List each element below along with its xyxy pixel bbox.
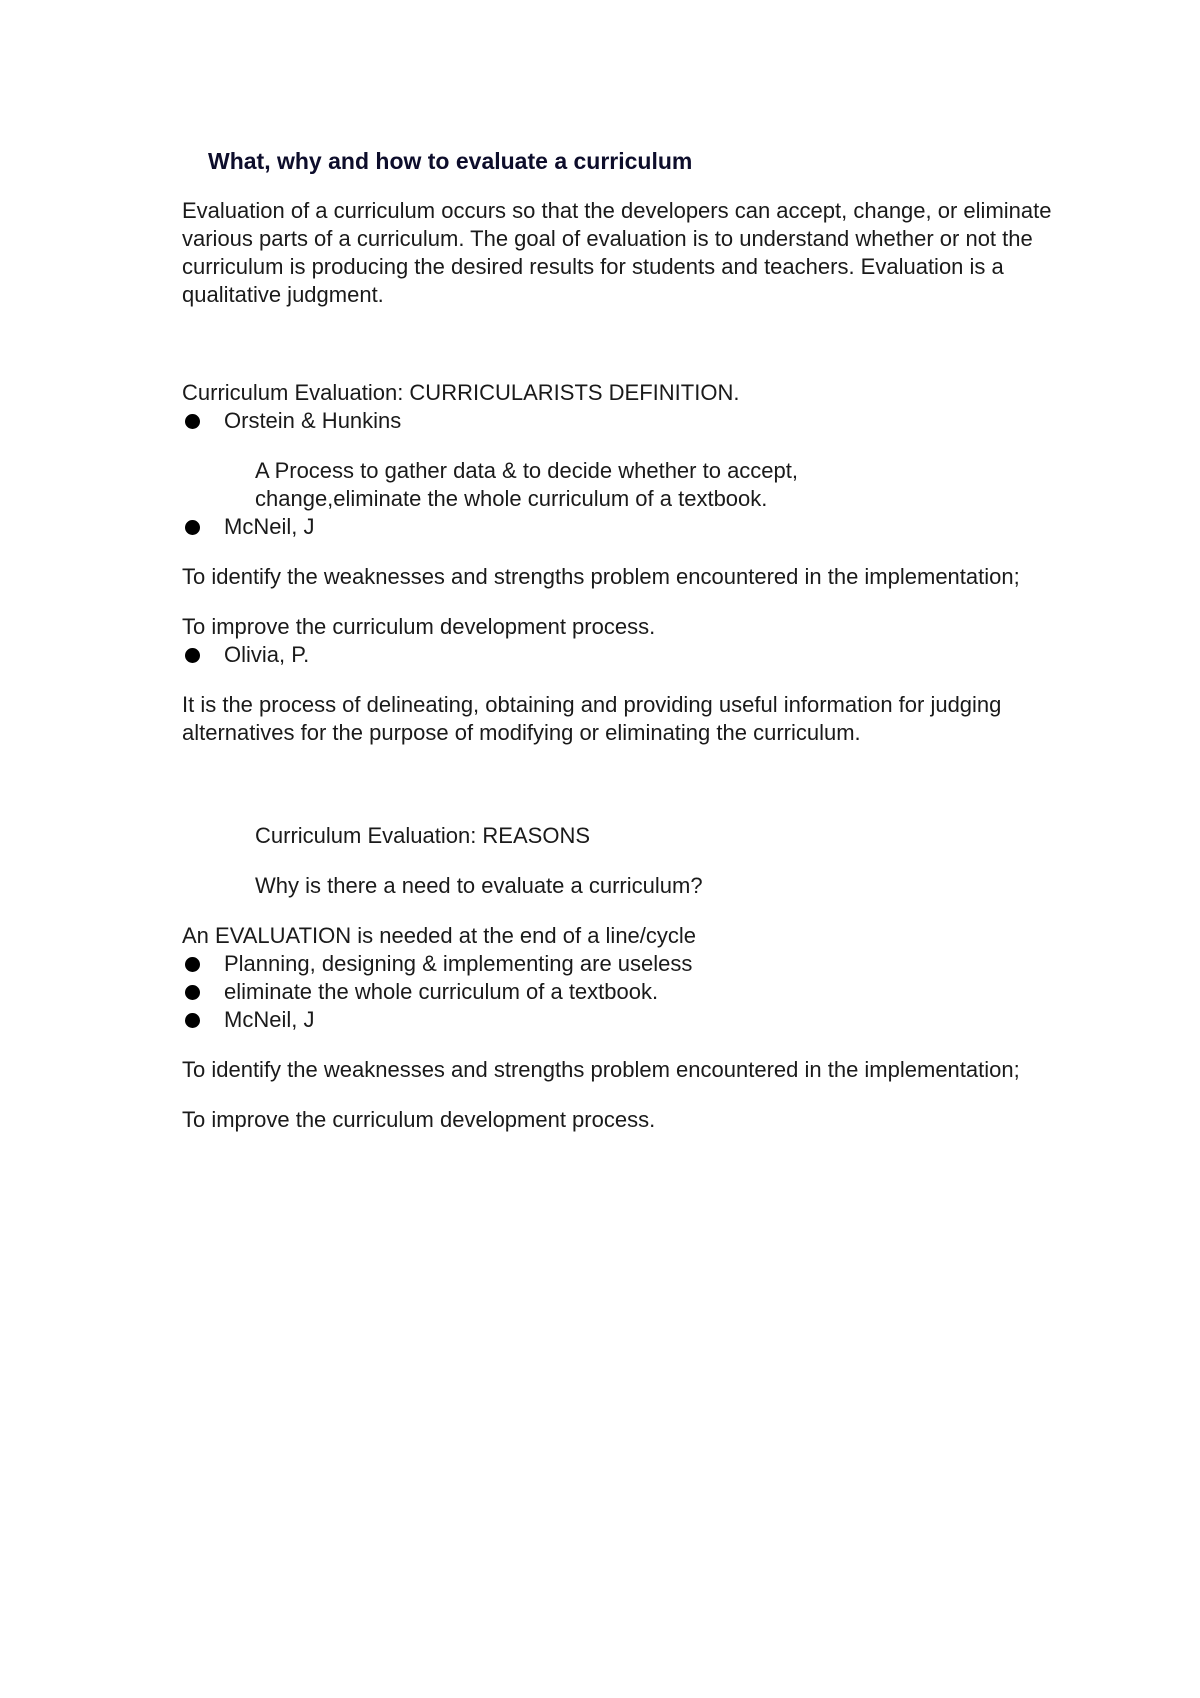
bullet-orstein-hunkins [182, 407, 1062, 435]
document-content [182, 146, 1062, 1134]
intro-paragraph: Evaluation of a curriculum occurs so that the developers can accept, change, or eliminate various parts of a curriculum. The goal of evaluation is to understand whether or not the curriculum is producing the desired results for students and teachers. Evaluation is a qualitative judgment. [182, 198, 1052, 307]
definition-line-1: A Process to gather data & to decide whether to accept, [255, 458, 798, 483]
section2-heading: Curriculum Evaluation: REASONS [255, 823, 591, 848]
mcneil-2-definition-1: To identify the weaknesses and strengths problem encountered in the implementation; [182, 1057, 1020, 1082]
bullet-dot-icon [185, 1013, 200, 1028]
bullet-planning [182, 950, 1062, 978]
bullet-dot-icon [185, 520, 200, 535]
orstein-hunkins-definition [182, 457, 1062, 513]
mcneil-definition-1: To identify the weaknesses and strengths problem encountered in the implementation; [182, 564, 1020, 589]
document-title: What, why and how to evaluate a curriculum [208, 148, 693, 174]
bullet-dot-icon [185, 957, 200, 972]
bullet-eliminate [182, 978, 1062, 1006]
section1-heading: Curriculum Evaluation: CURRICULARISTS DEFINITION. [182, 380, 740, 405]
olivia-definition: It is the process of delineating, obtaining and providing useful information for judging alternatives for the purpose of modifying or eliminating the curriculum. [182, 692, 1002, 745]
mcneil-definition-2: To improve the curriculum development process. [182, 614, 656, 639]
bullet-dot-icon [185, 414, 200, 429]
bullet-olivia [182, 641, 1062, 669]
bullet-mcneil [182, 513, 1062, 541]
bullet-dot-icon [185, 985, 200, 1000]
bullet-label: Orstein & Hunkins [224, 408, 402, 433]
bullet-label: McNeil, J [224, 1007, 315, 1032]
bullet-label: Planning, designing & implementing are useless [224, 951, 693, 976]
section2-question: Why is there a need to evaluate a curriculum? [255, 873, 703, 898]
bullet-label: McNeil, J [224, 514, 315, 539]
bullet-mcneil-2 [182, 1006, 1062, 1034]
section2-statement: An EVALUATION is needed at the end of a line/cycle [182, 923, 697, 948]
bullet-dot-icon [185, 648, 200, 663]
definition-line-2: change,eliminate the whole curriculum of a textbook. [255, 486, 768, 511]
mcneil-2-definition-2: To improve the curriculum development process. [182, 1107, 656, 1132]
bullet-label: eliminate the whole curriculum of a textbook. [224, 979, 659, 1004]
bullet-label: Olivia, P. [224, 642, 310, 667]
